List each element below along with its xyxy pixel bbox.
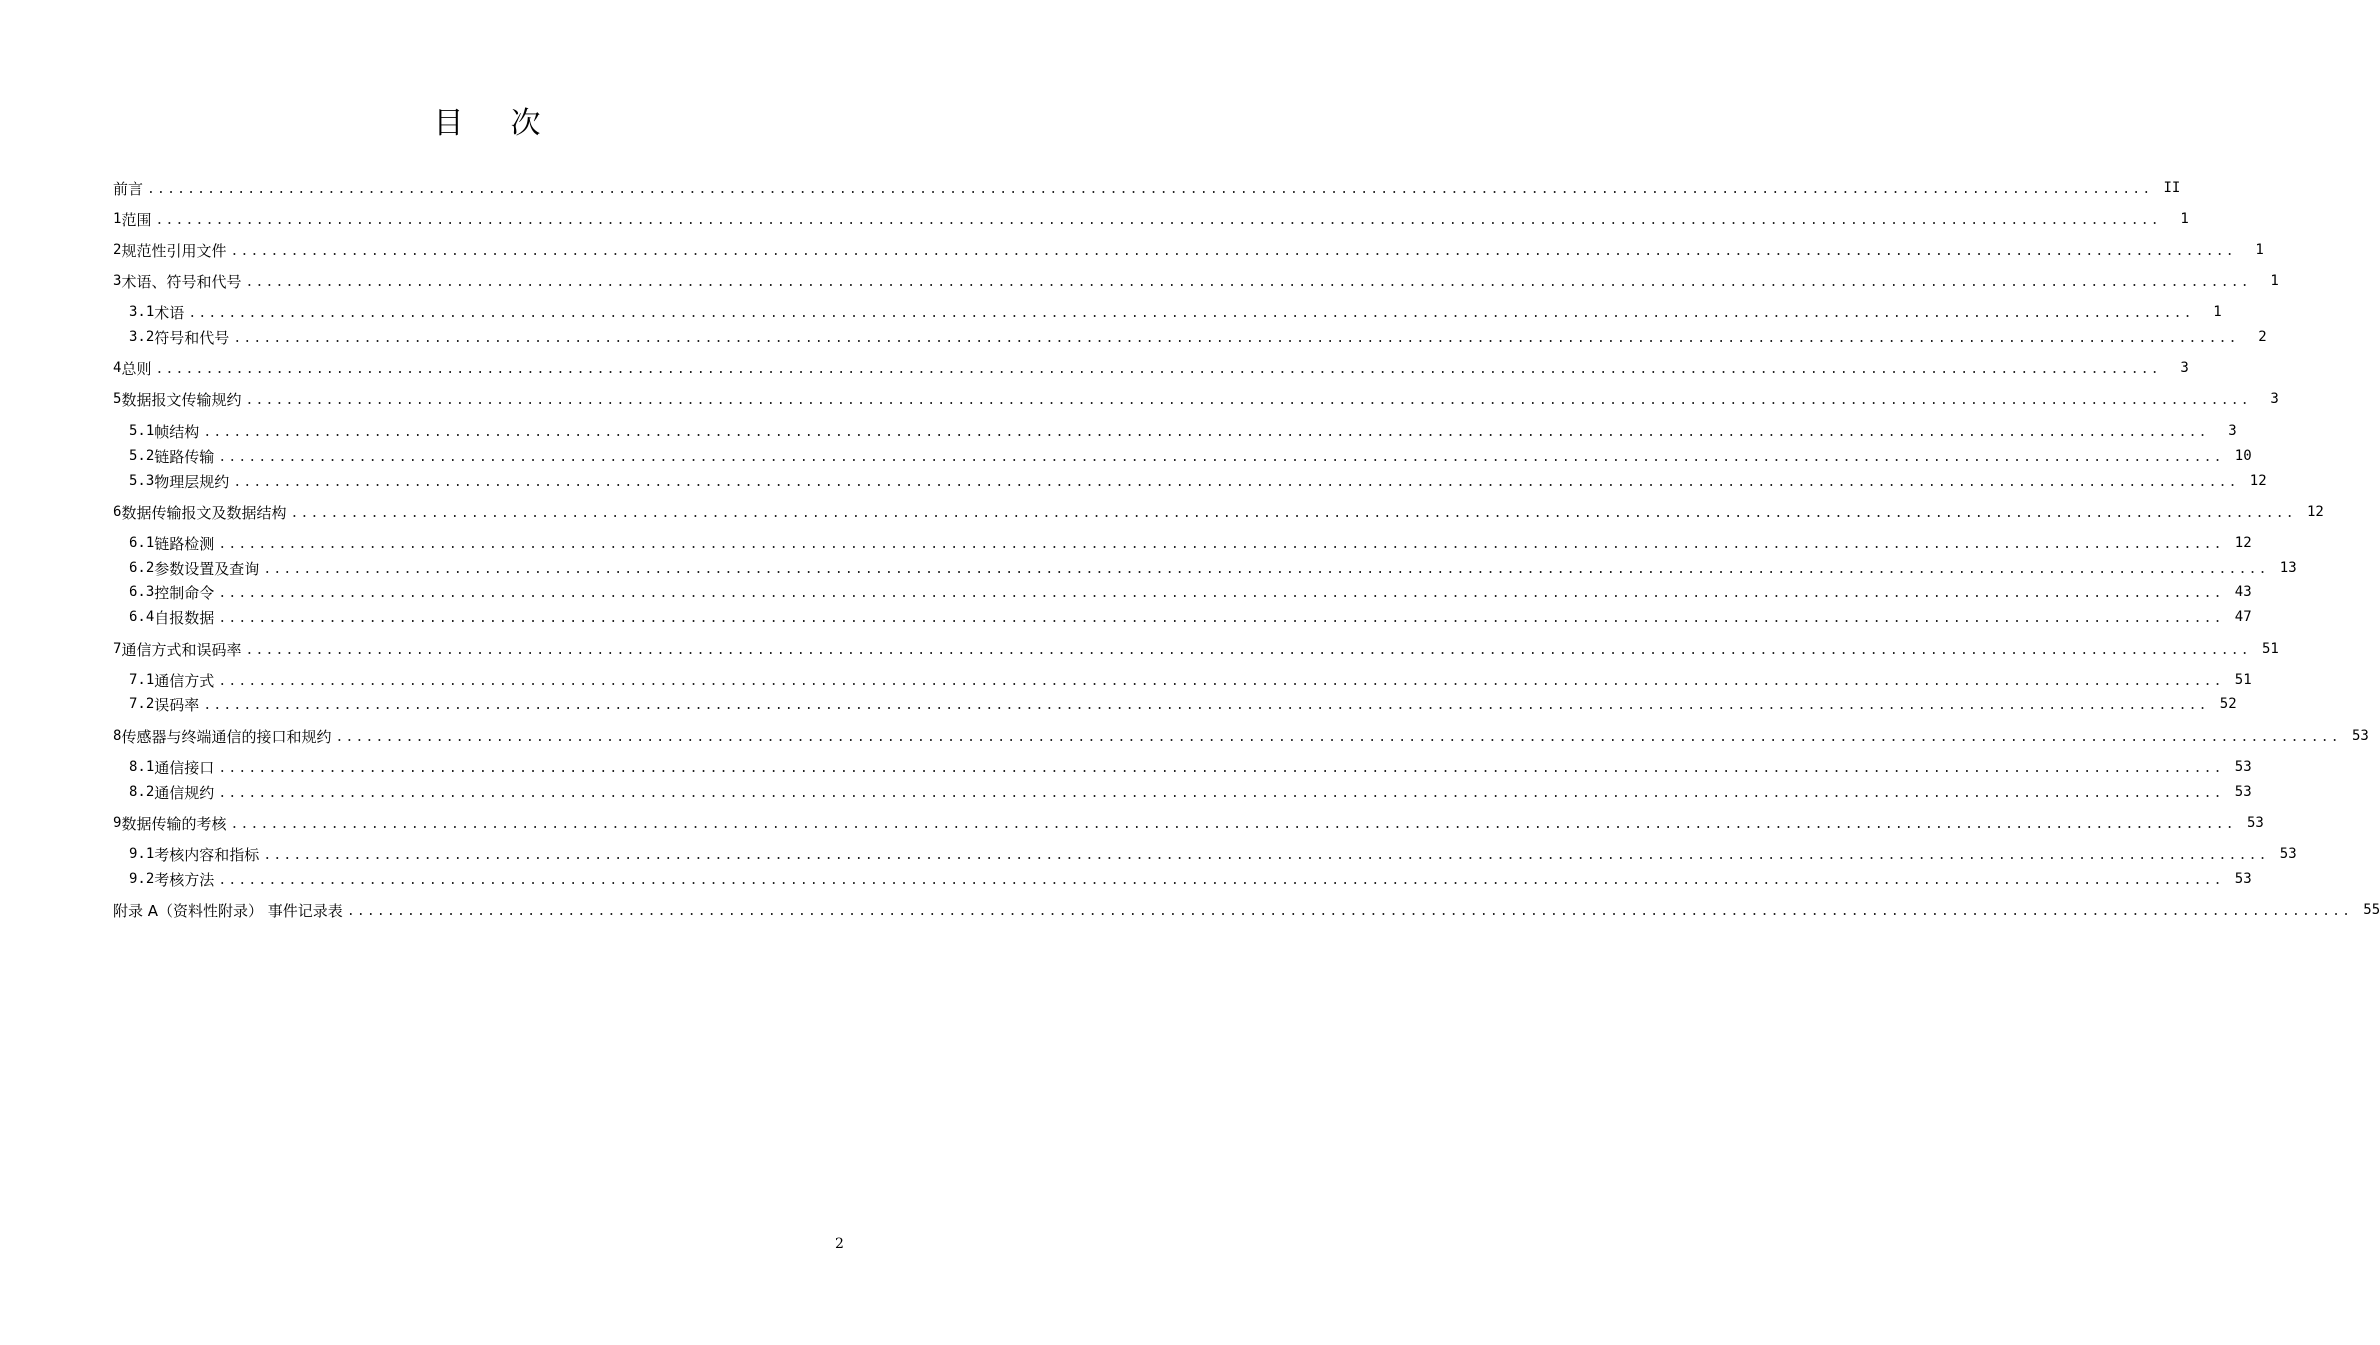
toc-entry[interactable] — [129, 325, 2267, 349]
toc-entry-number: 3.2 — [129, 329, 155, 345]
toc-entry-label: 自报数据 — [154, 608, 215, 627]
toc-entry-number: 7.2 — [129, 696, 155, 712]
title-right-char: 次 — [510, 106, 542, 141]
toc-entry-label: 物理层规约 — [154, 472, 230, 491]
toc-entry-number: 6.3 — [129, 584, 155, 600]
page-number: 2 — [835, 1236, 844, 1252]
toc-entry-number: 9.1 — [129, 846, 155, 862]
toc-leader-dots: ........................................................................................................................................................................................................ — [218, 610, 2224, 626]
toc-entry-label: 前言 — [113, 179, 144, 198]
toc-entry[interactable] — [129, 300, 2222, 324]
toc-entry-number: 5.3 — [129, 473, 155, 489]
toc-entry[interactable] — [113, 387, 2279, 411]
toc-entry-page: 12 — [2234, 535, 2252, 551]
toc-entry-label: 通信方式 — [154, 671, 215, 690]
toc-entry-number: 7 — [113, 641, 122, 657]
toc-leader-dots: ........................................................................................................................................................................................................ — [263, 847, 2269, 863]
toc-entry[interactable] — [113, 238, 2264, 262]
toc-entry-number: 8 — [113, 728, 122, 744]
toc-entry-number: 6.2 — [129, 560, 155, 576]
toc-entry-page: 53 — [2234, 759, 2252, 775]
toc-entry-number: 4 — [113, 360, 122, 376]
toc-entry[interactable] — [129, 605, 2252, 629]
toc-entry-page: 55 — [2363, 902, 2380, 918]
toc-entry[interactable] — [129, 444, 2252, 468]
toc-entry-number: 8.2 — [129, 784, 155, 800]
toc-entry-page: 51 — [2234, 672, 2252, 688]
toc-entry[interactable] — [129, 531, 2252, 555]
title-left-char: 目 — [433, 106, 465, 141]
toc-entry-label: 链路传输 — [154, 447, 215, 466]
toc-entry-page: 53 — [2234, 784, 2252, 800]
toc-entry-label: 通信方式和误码率 — [121, 640, 242, 659]
toc-entry-label: 术语、符号和代号 — [121, 272, 242, 291]
toc-entry-number: 3 — [113, 273, 122, 289]
toc-entry[interactable] — [113, 356, 2189, 380]
toc-entry[interactable] — [129, 842, 2297, 866]
toc-entry[interactable] — [113, 500, 2324, 524]
toc-entry-page: 3 — [2270, 391, 2279, 407]
toc-entry-number: 2 — [113, 242, 122, 258]
toc-entry[interactable] — [129, 419, 2237, 443]
toc-entry-label: 控制命令 — [154, 583, 215, 602]
toc-leader-dots: ........................................................................................................................................................................................................ — [218, 536, 2224, 552]
toc-entry-number: 1 — [113, 211, 122, 227]
toc-entry-number: 3.1 — [129, 304, 155, 320]
toc-leader-dots: ........................................................................................................................................................................................................ — [218, 673, 2224, 689]
toc-entry-page: 3 — [2180, 360, 2189, 376]
toc-leader-dots: ........................................................................................................................................................................................................ — [203, 424, 2209, 440]
toc-entry-label: 数据传输的考核 — [121, 814, 227, 833]
toc-leader-dots: ........................................................................................................................................................................................................ — [218, 760, 2224, 776]
toc-entry-label: 帧结构 — [154, 422, 200, 441]
toc-entry-page: 1 — [2270, 273, 2279, 289]
toc-entry-page: 53 — [2351, 728, 2369, 744]
toc-entry-page: 10 — [2234, 448, 2252, 464]
toc-entry-label: 符号和代号 — [154, 328, 230, 347]
toc-entry-page: 3 — [2228, 423, 2237, 439]
toc-entry-number: 6 — [113, 504, 122, 520]
toc-leader-dots: ........................................................................................................................................................................................................ — [233, 330, 2239, 346]
toc-entry-page: 53 — [2246, 815, 2264, 831]
toc-entry[interactable] — [129, 556, 2297, 580]
toc-entry-number: 8.1 — [129, 759, 155, 775]
toc-entry-page: 51 — [2261, 641, 2279, 657]
toc-entry-number: 9.2 — [129, 871, 155, 887]
toc-leader-dots: ........................................................................................................................................................................................................ — [233, 474, 2239, 490]
toc-leader-dots: ........................................................................................................................................................................................................ — [263, 561, 2269, 577]
toc-entry-number: 7.1 — [129, 672, 155, 688]
toc-leader-dots: ........................................................................................................................................................................................................ — [218, 449, 2224, 465]
toc-entry-page: 1 — [2213, 304, 2222, 320]
toc-leader-dots: ........................................................................................................................................................................................................ — [230, 243, 2236, 259]
toc-entry-label: 考核方法 — [154, 870, 215, 889]
toc-leader-dots: ........................................................................................................................................................................................................ — [218, 872, 2224, 888]
toc-leader-dots: ........................................................................................................................................................................................................ — [218, 785, 2224, 801]
toc-entry-label: 传感器与终端通信的接口和规约 — [121, 727, 332, 746]
toc-entry-number: 6.1 — [129, 535, 155, 551]
toc-entry[interactable] — [129, 780, 2252, 804]
toc-entry-label: 范围 — [121, 210, 152, 229]
toc-entry[interactable] — [129, 755, 2252, 779]
toc-leader-dots: ........................................................................................................................................................................................................ — [188, 305, 2194, 321]
toc-entry-page: 1 — [2180, 211, 2189, 227]
toc-entry-label: 数据传输报文及数据结构 — [121, 503, 287, 522]
toc-leader-dots: ........................................................................................................................................................................................................ — [218, 585, 2224, 601]
toc-leader-dots: ........................................................................................................................................................................................................ — [245, 392, 2251, 408]
toc-leader-dots: ........................................................................................................................................................................................................ — [290, 505, 2296, 521]
toc-entry-label: 总则 — [121, 359, 152, 378]
toc-entry-page: 1 — [2255, 242, 2264, 258]
toc-entry-label: 误码率 — [154, 695, 200, 714]
toc-entry[interactable] — [129, 469, 2267, 493]
toc-entry-number: 5.1 — [129, 423, 155, 439]
toc-entry[interactable] — [129, 668, 2252, 692]
toc-entry-page: 12 — [2249, 473, 2267, 489]
toc-entry-number: 9 — [113, 815, 122, 831]
toc-leader-dots: ........................................................................................................................................................................................................ — [230, 816, 2236, 832]
toc-entry-label: 通信接口 — [154, 758, 215, 777]
toc-leader-dots: ........................................................................................................................................................................................................ — [245, 642, 2251, 658]
toc-entry-label: 考核内容和指标 — [154, 845, 260, 864]
toc-entry[interactable] — [113, 811, 2264, 835]
toc-entry-page: 43 — [2234, 584, 2252, 600]
toc-entry-label: 参数设置及查询 — [154, 559, 260, 578]
toc-entry-page: 2 — [2258, 329, 2267, 345]
toc-entry-label: 术语 — [154, 303, 185, 322]
toc-entry-number: 6.4 — [129, 609, 155, 625]
toc-entry[interactable] — [129, 580, 2252, 604]
toc-entry-label: 规范性引用文件 — [121, 241, 227, 260]
toc-leader-dots: ........................................................................................................................................................................................................ — [245, 274, 2251, 290]
toc-entry[interactable] — [113, 637, 2279, 661]
toc-entry[interactable] — [113, 898, 2380, 922]
toc-entry[interactable] — [113, 269, 2279, 293]
toc-entry-number: 5.2 — [129, 448, 155, 464]
toc-entry[interactable] — [113, 207, 2189, 231]
toc-entry-page: 13 — [2279, 560, 2297, 576]
toc-leader-dots: ........................................................................................................................................................................................................ — [155, 212, 2161, 228]
toc-leader-dots: ........................................................................................................................................................................................................ — [346, 903, 2353, 919]
page-title — [0, 98, 975, 142]
toc-entry-label: 通信规约 — [154, 783, 215, 802]
toc-entry-label: 数据报文传输规约 — [121, 390, 242, 409]
toc-entry-page: 53 — [2234, 871, 2252, 887]
toc-entry-page: 52 — [2219, 696, 2237, 712]
toc-entry-page: 53 — [2279, 846, 2297, 862]
toc-entry[interactable] — [113, 724, 2369, 748]
toc-leader-dots: ........................................................................................................................................................................................................ — [155, 361, 2161, 377]
toc-entry-label: 链路检测 — [154, 534, 215, 553]
toc-entry[interactable] — [129, 867, 2252, 891]
toc-entry-page: II — [2163, 180, 2181, 196]
toc-entry-label: 附录 A（资料性附录） 事件记录表 — [113, 901, 343, 920]
toc-entry[interactable] — [113, 176, 2181, 200]
toc-leader-dots: ........................................................................................................................................................................................................ — [335, 729, 2341, 745]
toc-entry[interactable] — [129, 692, 2237, 716]
toc-entry-page: 47 — [2234, 609, 2252, 625]
toc-leader-dots: ........................................................................................................................................................................................................ — [147, 181, 2153, 197]
toc-entry-number: 5 — [113, 391, 122, 407]
toc-leader-dots: ........................................................................................................................................................................................................ — [203, 697, 2209, 713]
toc-entry-page: 12 — [2306, 504, 2324, 520]
